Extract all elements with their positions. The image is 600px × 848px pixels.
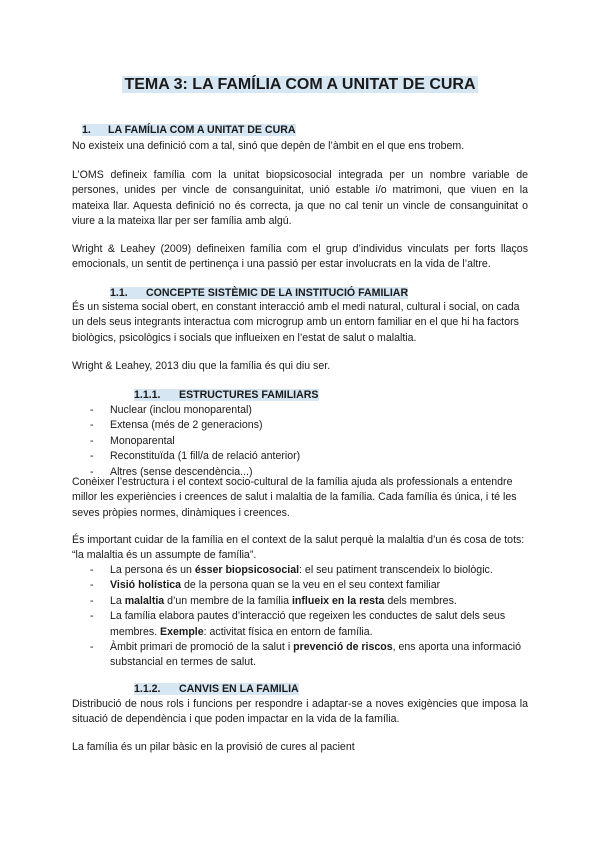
section-1-number: 1.	[82, 124, 91, 136]
section-1-1-2-paragraph-1: Distribució de nous rols i funcions per respondre i adaptar-se a noves exigències que imposa la situació de dependència i que poden impactar en la vida de la família.	[72, 698, 528, 726]
section-1-1-number: 1.1.	[110, 287, 128, 299]
page-title	[0, 74, 600, 96]
list-item: - Reconstituïda (1 fill/a de relació anterior)	[90, 449, 530, 464]
list-item: - La malaltia d’un membre de la família influeix en la resta dels membres.	[90, 594, 530, 609]
section-1-heading	[82, 123, 296, 138]
section-1-1-paragraph-1: És un sistema social obert, en constant interacció amb el medi natural, cultural i social, on cada un dels seus integrants interactua com microgrup amb un entorn familiar en el que hi ha factors biològics, psicològics i socials que influeixen en l’estat de salut o malaltia.	[72, 301, 520, 344]
section-1-1-2-number: 1.1.2.	[134, 683, 161, 695]
section-1-1-2-title: CANVIS EN LA FAMILIA	[179, 683, 299, 695]
page-title-text: TEMA 3: LA FAMÍLIA COM A UNITAT DE CURA	[124, 76, 476, 93]
list-item: - La persona és un ésser biopsicosocial: el seu patiment transcendeix lo biològic.	[90, 563, 530, 578]
list-item: - La família elabora pautes d’interacció que regeixen les conductes de salut dels seus membres. Exemple: activitat física en entorn de família.	[90, 609, 530, 640]
section-1-paragraph-3: Wright & Leahey (2009) defineixen família com el grup d’individus vinculats per forts llaços emocionals, un sentit de pertinença i una passió per estar involucrats en la vida de l’altre.	[72, 243, 528, 271]
importance-list	[90, 563, 530, 671]
section-1-paragraph-1: No existeix una definició com a tal, sinó que depèn de l’àmbit en el que ens trobem.	[72, 140, 465, 152]
section-1-1-2-paragraph-2: La família és un pilar bàsic en la provisió de cures al pacient	[72, 741, 355, 753]
section-1-paragraph-2: L’OMS defineix família com la unitat biopsicosocial integrada per un nombre variable de persones, unides per vincle de consanguinitat, unió estable i/o matrimoni, que viuen en la mateixa llar. Aquesta definició no és correcta, ja que no cal tenir un vincle de consanguinitat o viure a la mateixa llar per ser família amb algú.	[72, 169, 528, 228]
list-item: - Monoparental	[90, 434, 530, 449]
section-1-1-2-heading	[134, 682, 299, 697]
list-item: - Extensa (més de 2 generacions)	[90, 418, 530, 433]
list-item: - Altres (sense descendència...)	[90, 465, 530, 480]
section-1-1-1-title: ESTRUCTURES FAMILIARS	[179, 389, 319, 401]
list-item: - Nuclear (inclou monoparental)	[90, 403, 530, 418]
family-structures-list	[90, 403, 530, 480]
section-1-1-paragraph-2: Wright & Leahey, 2013 diu que la família és qui diu ser.	[72, 360, 331, 372]
section-1-1-1-number: 1.1.1.	[134, 389, 161, 401]
section-1-1-title: CONCEPTE SISTÈMIC DE LA INSTITUCIÓ FAMILIAR	[146, 287, 409, 299]
list-item: - Visió holística de la persona quan se la veu en el seu context familiar	[90, 578, 530, 593]
section-1-title: LA FAMÍLIA COM A UNITAT DE CURA	[108, 124, 296, 136]
section-1-1-1-paragraph-1: Conèixer l’estructura i el context socio-cultural de la família ajuda als professionals a entendre millor les experiències i creences de salut i malaltia de la família. Cada família és única, i té les seves pròpies normes, dinàmiques i creences.	[72, 476, 517, 519]
section-1-1-1-paragraph-2: És important cuidar de la família en el context de la salut perquè la malaltia d’un és cosa de tots: “la malaltia és un assumpte de família”.	[72, 534, 525, 562]
section-1-1-1-heading	[134, 388, 319, 403]
list-item: - Àmbit primari de promoció de la salut i prevenció de riscos, ens aporta una informació substancial en termes de salut.	[90, 640, 530, 671]
